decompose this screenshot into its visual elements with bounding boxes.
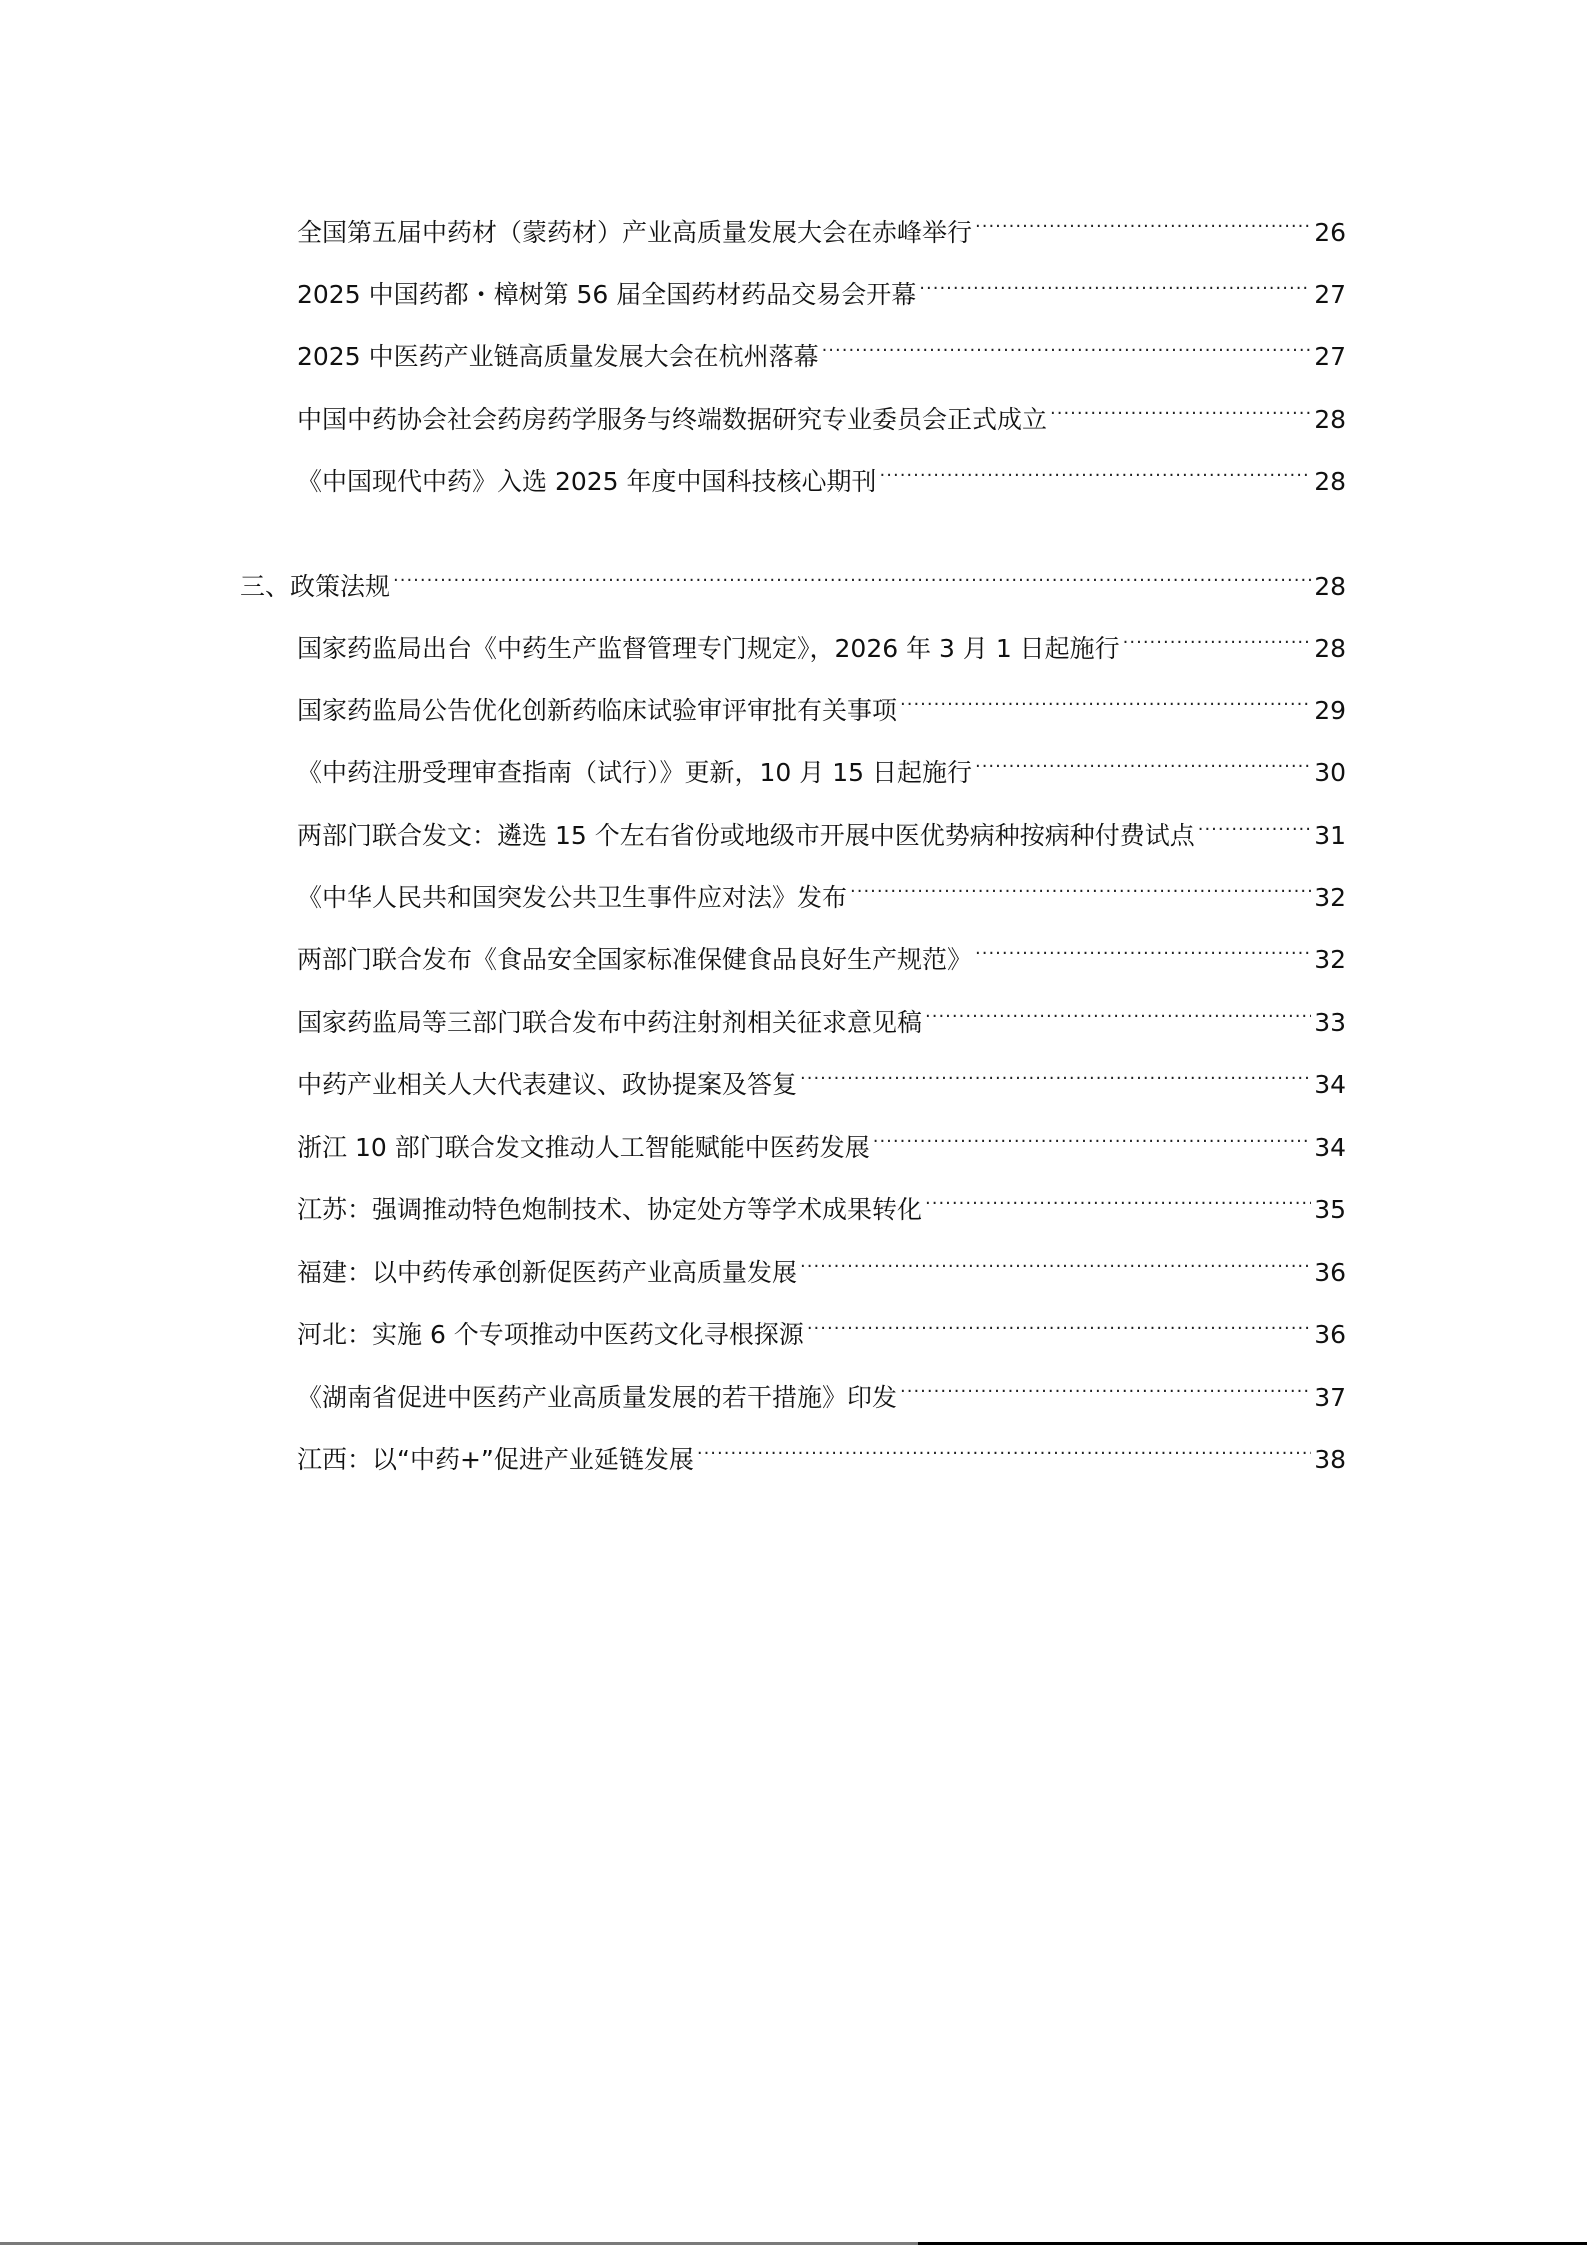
- toc-entry[interactable]: [297, 394, 1346, 437]
- toc-entry-title: 《湖南省促进中医药产业高质量发展的若干措施》印发: [297, 1383, 898, 1412]
- dot-leader: [822, 331, 1312, 365]
- toc-entry-page: 36: [1314, 1258, 1346, 1287]
- toc-entry-page: 30: [1314, 758, 1346, 787]
- toc-entry-title: 中药产业相关人大代表建议、政协提案及答复: [297, 1070, 798, 1099]
- toc-entry[interactable]: [297, 997, 1346, 1040]
- dot-leader: [975, 747, 1311, 781]
- toc-entry-title: 国家药监局公告优化创新药临床试验审评审批有关事项: [297, 696, 898, 725]
- dot-leader: [975, 934, 1311, 968]
- toc-entry-page: 32: [1314, 883, 1346, 912]
- toc-entry-title: 福建：以中药传承创新促医药产业高质量发展: [297, 1258, 798, 1287]
- toc-entry-page: 34: [1314, 1070, 1346, 1099]
- toc-entry-title: 河北：实施 6 个专项推动中医药文化寻根探源: [297, 1320, 804, 1349]
- dot-leader: [975, 207, 1311, 241]
- toc-entry[interactable]: [297, 1309, 1346, 1352]
- toc-entry-page: 33: [1314, 1008, 1346, 1037]
- toc-entry-page: 31: [1314, 821, 1346, 850]
- dot-leader: [850, 872, 1311, 906]
- toc-entry-title: 江苏：强调推动特色炮制技术、协定处方等学术成果转化: [297, 1195, 923, 1224]
- toc-entry[interactable]: [297, 747, 1346, 790]
- toc-entry-page: 27: [1314, 342, 1346, 371]
- dot-leader: [900, 685, 1311, 719]
- toc-entry[interactable]: [297, 1059, 1346, 1102]
- dot-leader: [880, 456, 1312, 490]
- toc-entry-title: 国家药监局等三部门联合发布中药注射剂相关征求意见稿: [297, 1008, 923, 1037]
- toc-entry-title: 中国中药协会社会药房药学服务与终端数据研究专业委员会正式成立: [297, 405, 1048, 434]
- toc-entry-title: 《中国现代中药》入选 2025 年度中国科技核心期刊: [297, 467, 877, 496]
- toc-entry-page: 37: [1314, 1383, 1346, 1412]
- dot-leader: [925, 1184, 1311, 1218]
- toc-entry-title: 2025 中医药产业链高质量发展大会在杭州落幕: [297, 342, 819, 371]
- toc-entry-title: 两部门联合发文：遴选 15 个左右省份或地级市开展中医优势病种按病种付费试点: [297, 821, 1195, 850]
- toc-entry-title: 全国第五届中药材（蒙药材）产业高质量发展大会在赤峰举行: [297, 218, 973, 247]
- toc-entry-page: 28: [1314, 467, 1346, 496]
- toc-entry-title: 2025 中国药都・樟树第 56 届全国药材药品交易会开幕: [297, 280, 917, 309]
- dot-leader: [919, 269, 1311, 303]
- toc-entry-title: 浙江 10 部门联合发文推动人工智能赋能中医药发展: [297, 1133, 870, 1162]
- toc-entry[interactable]: [297, 1122, 1346, 1165]
- toc-entry[interactable]: [297, 207, 1346, 250]
- toc-entry-page: 32: [1314, 945, 1346, 974]
- dot-leader: [697, 1434, 1311, 1468]
- toc-entry-page: 29: [1314, 696, 1346, 725]
- toc-entry-page: 26: [1314, 218, 1346, 247]
- toc-entry-title: 《中华人民共和国突发公共卫生事件应对法》发布: [297, 883, 848, 912]
- toc-entry[interactable]: [297, 1247, 1346, 1290]
- toc-entry-page: 27: [1314, 280, 1346, 309]
- toc-section-title: 三、政策法规: [240, 572, 391, 601]
- toc-entry-title: 两部门联合发布《食品安全国家标准保健食品良好生产规范》: [297, 945, 973, 974]
- toc-entry-title: 《中药注册受理审查指南（试行）》更新，10 月 15 日起施行: [297, 758, 972, 787]
- dot-leader: [800, 1059, 1311, 1093]
- toc-entry-title: 国家药监局出台《中药生产监督管理专门规定》，2026 年 3 月 1 日起施行: [297, 634, 1120, 663]
- toc-entry[interactable]: [297, 934, 1346, 977]
- toc-entry[interactable]: [297, 810, 1346, 853]
- toc-entry[interactable]: [297, 269, 1346, 312]
- dot-leader: [925, 997, 1311, 1031]
- dot-leader: [900, 1372, 1311, 1406]
- toc-entry[interactable]: [297, 331, 1346, 374]
- dot-leader: [873, 1122, 1311, 1156]
- toc-entry[interactable]: [297, 872, 1346, 915]
- toc-entry[interactable]: [297, 1434, 1346, 1477]
- dot-leader: [1123, 623, 1312, 657]
- toc-entry-page: 38: [1314, 1445, 1346, 1474]
- dot-leader: [1198, 810, 1311, 844]
- toc-entry[interactable]: [297, 456, 1346, 499]
- dot-leader: [393, 561, 1311, 595]
- dot-leader: [1050, 394, 1311, 428]
- toc-entry-title: 江西：以“中药+”促进产业延链发展: [297, 1445, 694, 1474]
- toc-section-page: 28: [1314, 572, 1346, 601]
- toc-entry-page: 34: [1314, 1133, 1346, 1162]
- toc-entry-page: 28: [1314, 634, 1346, 663]
- dot-leader: [807, 1309, 1311, 1343]
- toc-section-policy[interactable]: [240, 561, 1346, 604]
- toc-entry-page: 36: [1314, 1320, 1346, 1349]
- toc-entry[interactable]: [297, 1184, 1346, 1227]
- dot-leader: [800, 1247, 1311, 1281]
- toc-entry[interactable]: [297, 1372, 1346, 1415]
- toc-entry-page: 35: [1314, 1195, 1346, 1224]
- toc-entry-page: 28: [1314, 405, 1346, 434]
- toc-entry[interactable]: [297, 685, 1346, 728]
- toc-entry[interactable]: [297, 623, 1346, 666]
